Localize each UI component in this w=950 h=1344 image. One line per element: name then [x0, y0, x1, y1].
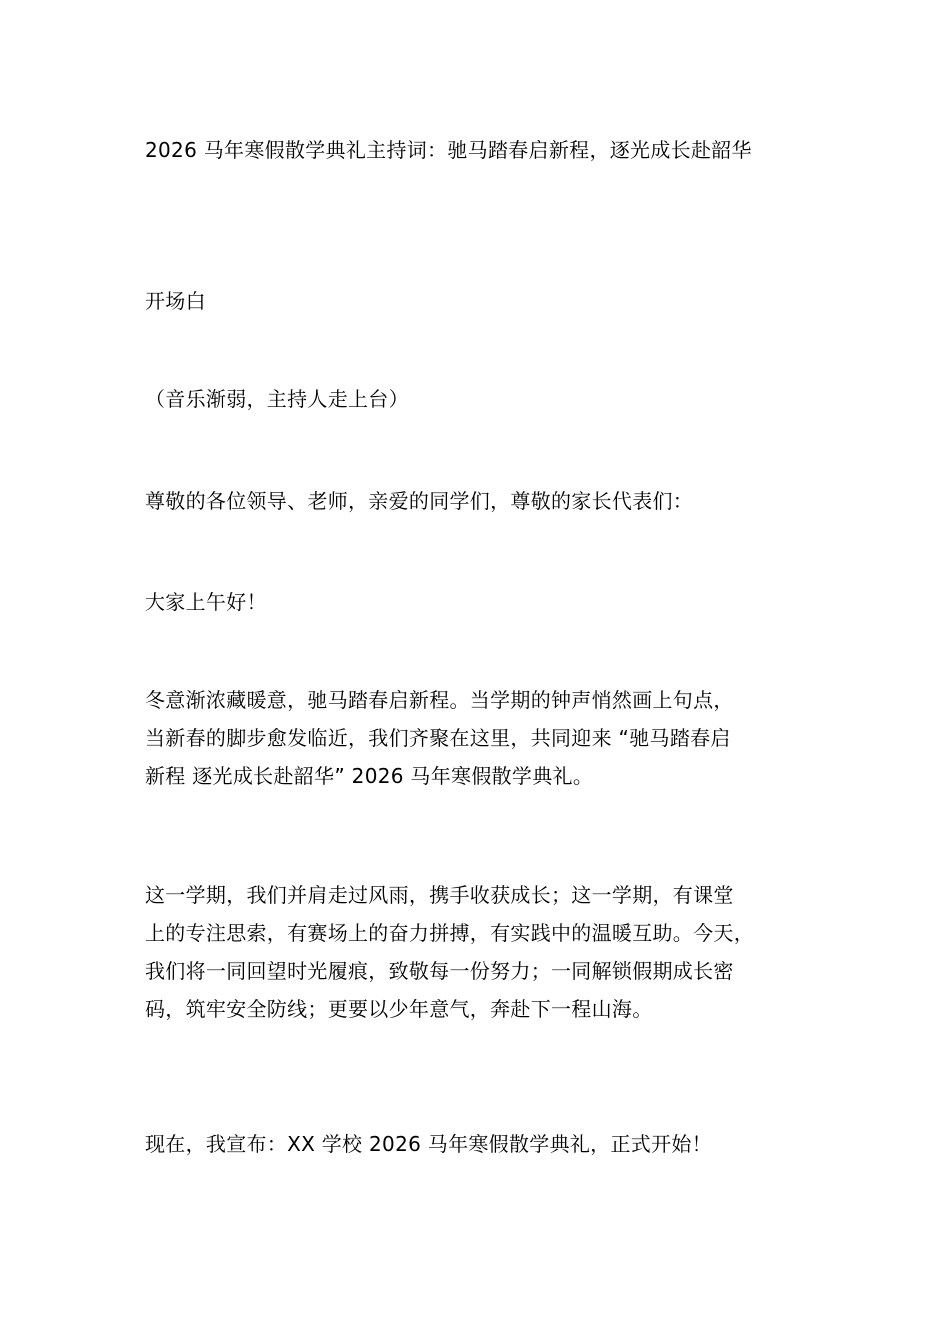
review-paragraph — [145, 876, 815, 1028]
paragraph-line: 当新春的脚步愈发临近，我们齐聚在这里，共同迎来 “驰马踏春启 — [145, 726, 731, 750]
paragraph-line: 新程 逐光成长赴韶华” 2026 马年寒假散学典礼。 — [145, 764, 594, 788]
salutation-line: 大家上午好！ — [145, 590, 267, 614]
paragraph-line: 码，筑牢安全防线；更要以少年意气，奔赴下一程山海。 — [145, 997, 653, 1021]
paragraph-line: 上的专注思索，有赛场上的奋力拼搏，有实践中的温暖互助。今天， — [145, 921, 754, 945]
opening-paragraph — [145, 681, 815, 795]
document-title: 2026 马年寒假散学典礼主持词：驰马踏春启新程，逐光成长赴韶华 — [145, 138, 752, 162]
paragraph-line: 这一学期，我们并肩走过风雨，携手收获成长；这一学期，有课堂 — [145, 883, 734, 907]
paragraph-line: 冬意渐浓藏暖意，驰马踏春启新程。当学期的钟声悄然画上句点， — [145, 688, 734, 712]
paragraph-line: 我们将一同回望时光履痕，致敬每一份努力；一同解锁假期成长密 — [145, 959, 734, 983]
greeting-line: 尊敬的各位领导、老师，亲爱的同学们，尊敬的家长代表们： — [145, 489, 694, 513]
stage-direction: （音乐渐弱，主持人走上台） — [145, 387, 409, 411]
section-heading: 开场白 — [145, 289, 206, 313]
announcement-line: 现在，我宣布：XX 学校 2026 马年寒假散学典礼，正式开始！ — [145, 1132, 712, 1156]
